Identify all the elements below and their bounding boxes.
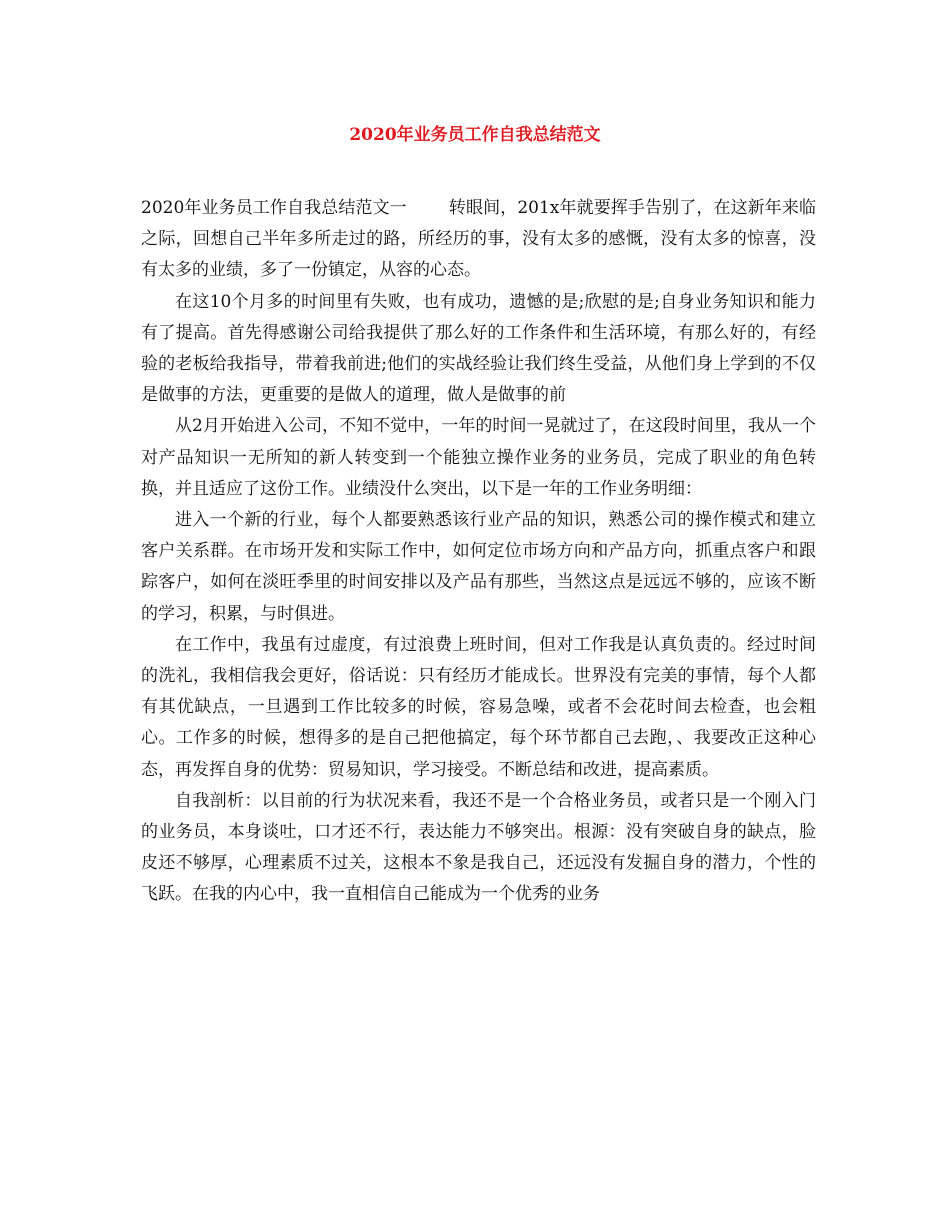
document-title: 2020年业务员工作自我总结范文 <box>349 125 601 145</box>
paragraph-5: 在工作中，我虽有过虚度，有过浪费上班时间，但对工作我是认真负责的。经过时间的洗礼，我相信我会更好，俗话说：只有经历才能成长。世界没有完美的事情，每个人都有其优缺点，一旦遇到工作比较多的时候，容易急噪，或者不会花时间去检查，也会粗心。工作多的时候，想得多的是自己把他搞定，每个环节都自己去跑，、我要改正这种心态，再发挥自身的优势：贸易知识，学习接受。不断总结和改进，提高素质。 <box>141 634 816 780</box>
intro-heading: 2020年业务员工作自我总结范文一 <box>141 198 407 218</box>
paragraph-4: 进入一个新的行业，每个人都要熟悉该行业产品的知识，熟悉公司的操作模式和建立客户关系群。在市场开发和实际工作中，如何定位市场方向和产品方向，抓重点客户和跟踪客户，如何在淡旺季里的时间安排以及产品有那些，当然这点是远远不够的，应该不断的学习，积累，与时俱进。 <box>141 510 816 624</box>
paragraph-1-text: 转眼间，201x年就要挥手告别了，在这新年来临之际，回想自己半年多所走过的路，所经历的事，没有太多的感慨，没有太多的惊喜，没有太多的业绩，多了一份镇定，从容的心态。 <box>141 198 817 281</box>
paragraph-3: 从2月开始进入公司，不知不觉中，一年的时间一晃就过了，在这段时间里，我从一个对产品知识一无所知的新人转变到一个能独立操作业务的业务员，完成了职业的角色转换，并且适应了这份工作。业绩没什么突出，以下是一年的工作业务明细： <box>141 416 816 499</box>
paragraph-2: 在这10个月多的时间里有失败，也有成功，遗憾的是;欣慰的是;自身业务知识和能力有了提高。首先得感谢公司给我提供了那么好的工作条件和生活环境，有那么好的，有经验的老板给我指导，带着我前进;他们的实战经验让我们终生受益，从他们身上学到的不仅是做事的方法，更重要的是做人的道理，做人是做事的前 <box>141 291 816 406</box>
paragraph-1 <box>141 193 816 287</box>
document-body <box>141 193 816 911</box>
paragraph-6: 自我剖析：以目前的行为状况来看，我还不是一个合格业务员，或者只是一个刚入门的业务员，本身谈吐，口才还不行，表达能力不够突出。根源：没有突破自身的缺点，脸皮还不够厚，心理素质不过关，这根本不象是我自己，还远没有发掘自身的潜力，个性的飞跃。在我的内心中，我一直相信自己能成为一个优秀的业务 <box>141 790 816 905</box>
